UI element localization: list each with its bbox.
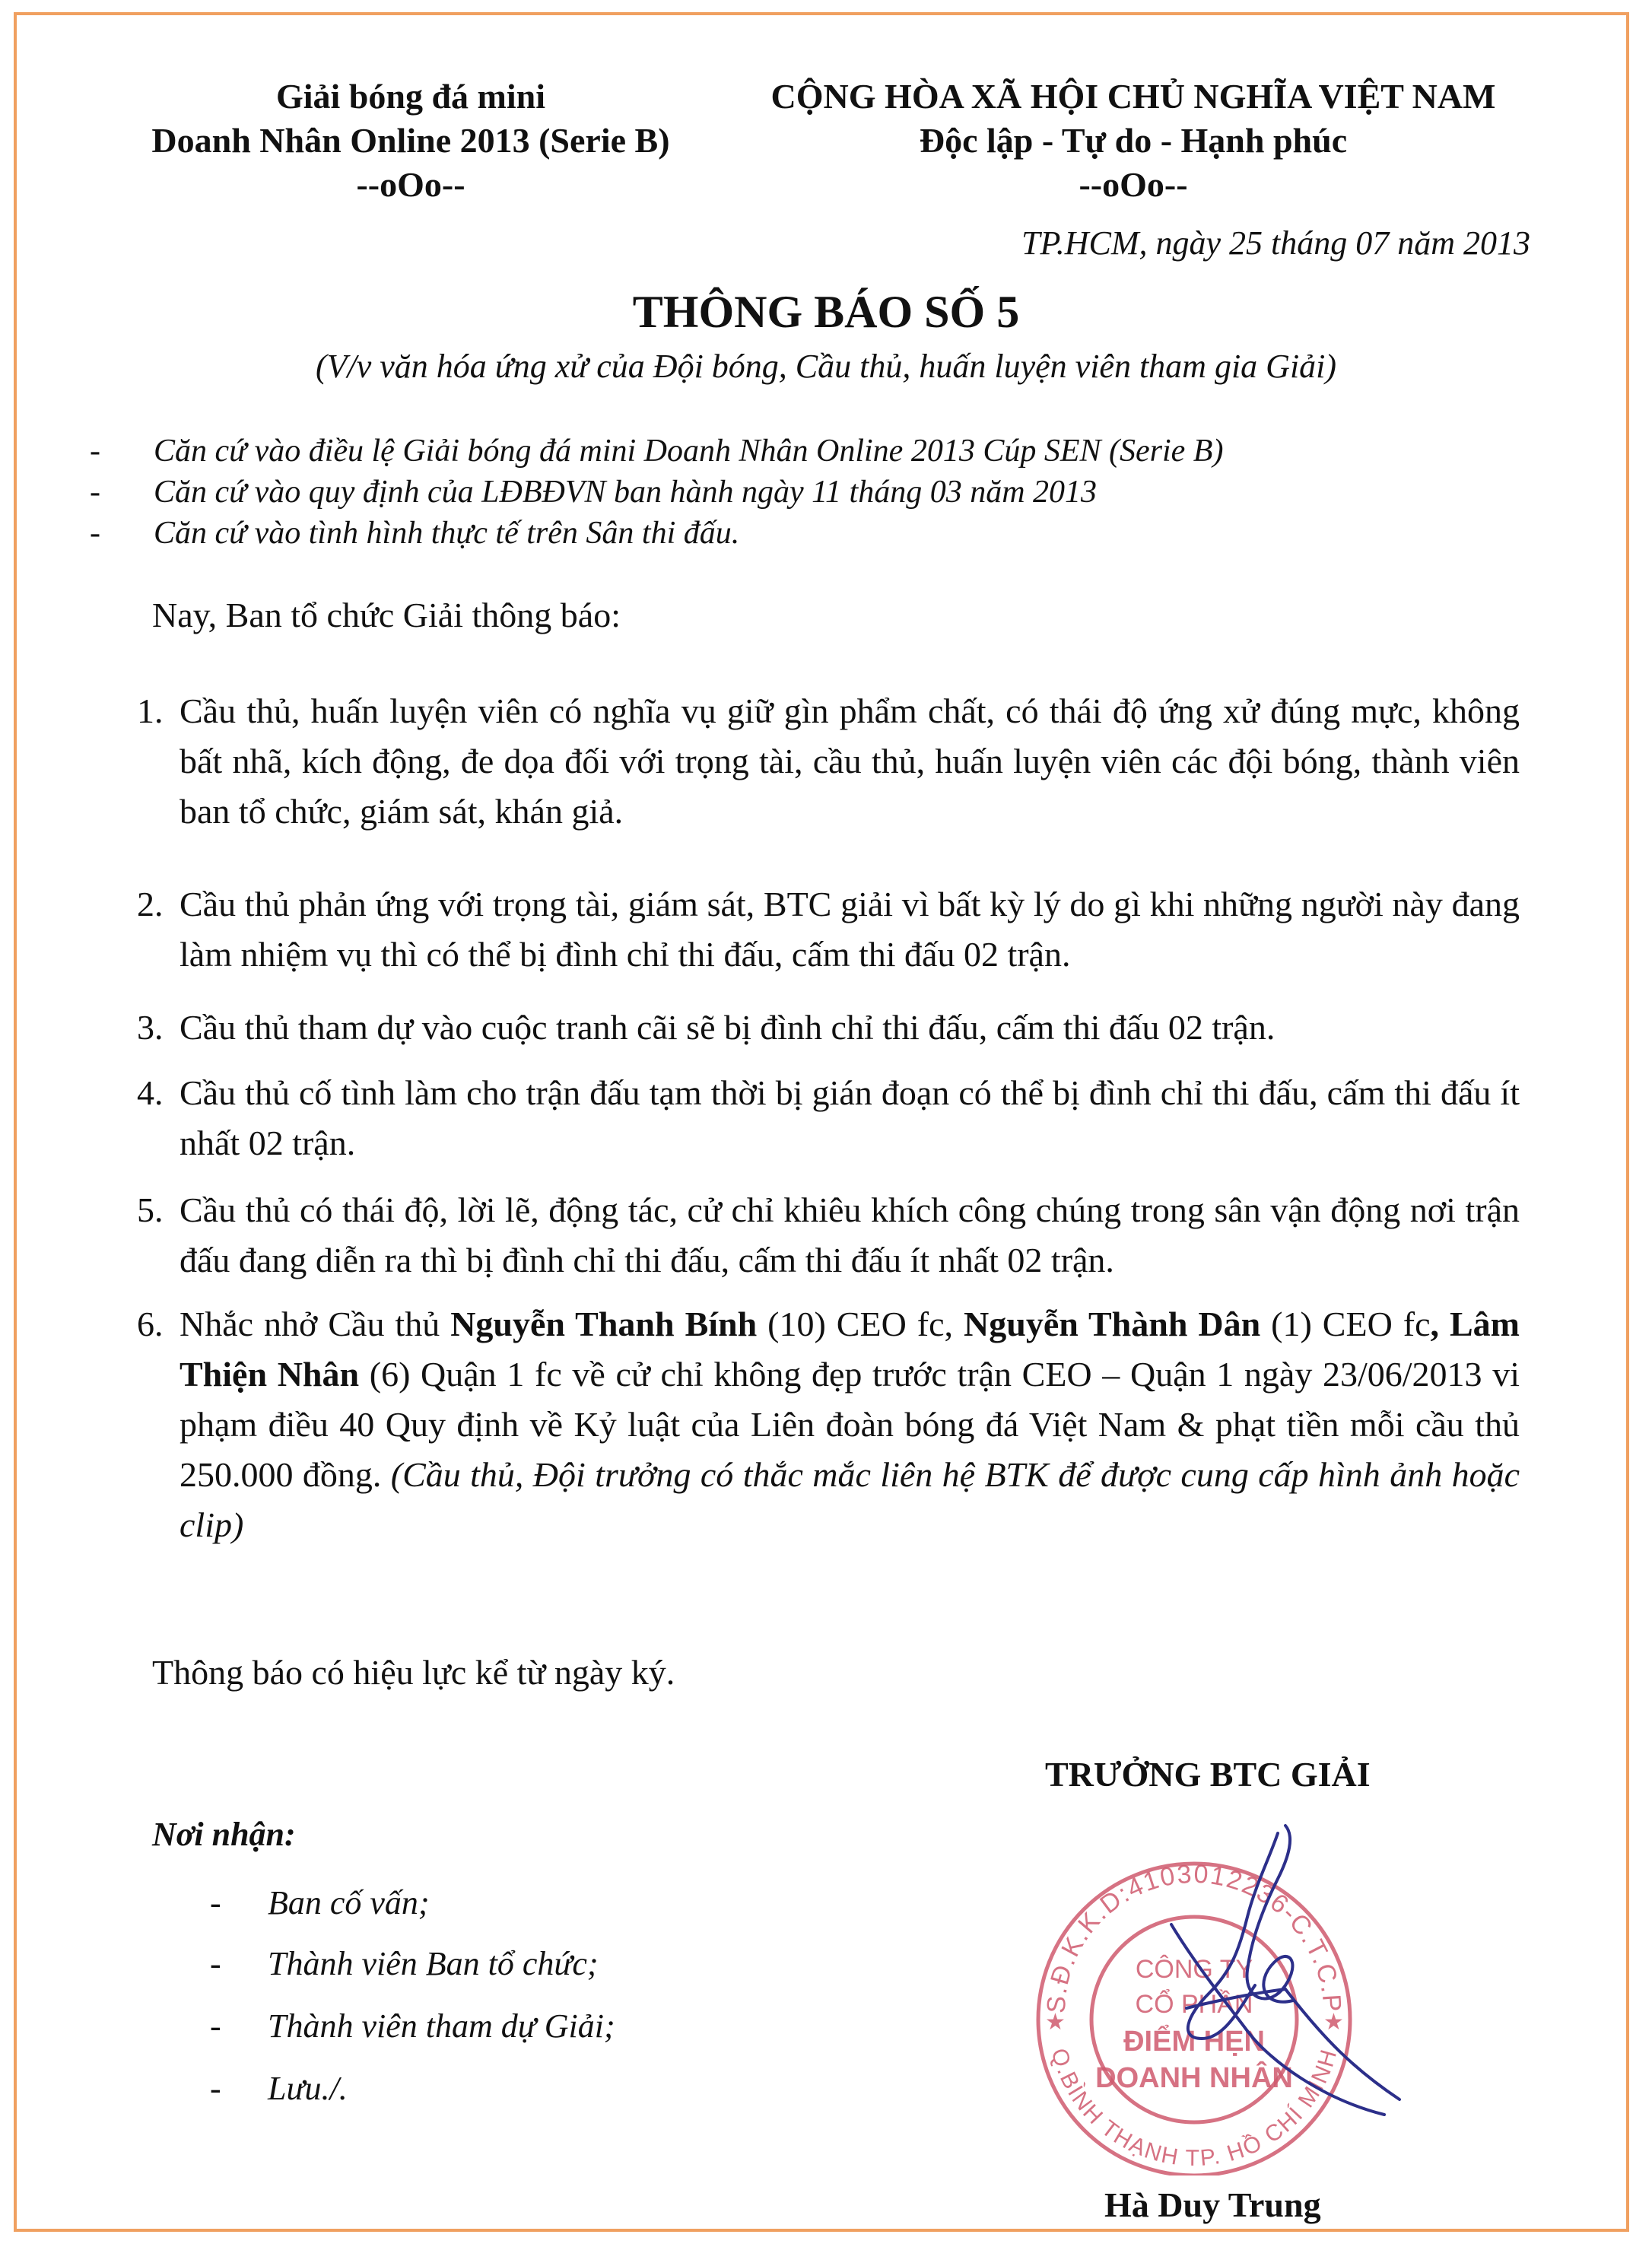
- bullet-dash: -: [210, 1884, 221, 1921]
- notice-item: [137, 686, 1520, 837]
- handwritten-signature: [1095, 1810, 1445, 2145]
- recipient-text: Lưu./.: [268, 2070, 348, 2107]
- stamp-inner-line: CÔNG TY: [1135, 1955, 1253, 1984]
- basis-text: Căn cứ vào điều lệ Giải bóng đá mini Doanh Nhân Online 2013 Cúp SEN (Serie B): [154, 434, 1224, 469]
- stamp-outer-text: S.Đ.K.K.D:4103012236-C.T.C.P: [1041, 1859, 1347, 2014]
- item-text: Nhắc nhở Cầu thủ: [179, 1305, 451, 1343]
- notice-item: [137, 879, 1520, 980]
- recipient-text: Ban cố vấn;: [268, 1884, 430, 1921]
- basis-text: Căn cứ vào quy định của LĐBĐVN ban hành ngày 11 tháng 03 năm 2013: [154, 475, 1098, 510]
- notice-item: [137, 1185, 1520, 1286]
- organizer-line1: Giải bóng đá mini: [275, 77, 546, 116]
- stamp-star-icon: ★: [1045, 2010, 1066, 2035]
- item-text: Cầu thủ có thái độ, lời lẽ, động tác, cử chỉ khiêu khích công chúng trong sân vận động nơi trận đấu đang diễn ra thì bị đình chỉ thi đấu, cấm thi đấu ít nhất 02 trận.: [179, 1190, 1520, 1279]
- player-name: Nguyễn Thanh Bính: [450, 1305, 758, 1343]
- item-text: Cầu thủ tham dự vào cuộc tranh cãi sẽ bị đình chỉ thi đấu, cấm thi đấu 02 trận.: [179, 1008, 1276, 1047]
- item-text: (1) CEO fc: [1260, 1305, 1431, 1343]
- item-number: 2.: [137, 885, 164, 923]
- item-note: (Cầu thủ, Đội trưởng có thắc mắc liên hệ BTK để được cung cấp hình ảnh hoặc clip): [179, 1455, 1520, 1544]
- item-text: Cầu thủ phản ứng với trọng tài, giám sát, BTC giải vì bất kỳ lý do gì khi những người này đang làm nhiệm vụ thì có thể bị đình chỉ thi đấu, cấm thi đấu 02 trận.: [179, 885, 1520, 974]
- item-text: (10) CEO fc,: [757, 1305, 964, 1343]
- bullet-dash: -: [90, 516, 100, 551]
- recipient-text: Thành viên Ban tổ chức;: [268, 1945, 599, 1982]
- national-line2: Độc lập - Tự do - Hạnh phúc: [919, 121, 1348, 160]
- effect-statement: Thông báo có hiệu lực kể từ ngày ký.: [152, 1653, 675, 1692]
- national-line3: --oOo--: [1079, 165, 1188, 204]
- bullet-dash: -: [210, 2070, 221, 2107]
- basis-item: [90, 431, 1223, 472]
- organizer-line3: --oOo--: [356, 165, 465, 204]
- notice-item-6: [137, 1299, 1520, 1550]
- basis-item: [90, 513, 739, 554]
- signer-title: TRƯỞNG BTC GIẢI: [1045, 1755, 1371, 1794]
- organizer-header: [106, 75, 715, 207]
- national-line1: CỘNG HÒA XÃ HỘI CHỦ NGHĨA VIỆT NAM: [770, 77, 1496, 116]
- notice-item: [137, 1003, 1520, 1053]
- player-name: Nguyễn Thành Dân: [964, 1305, 1261, 1343]
- item-number: 3.: [137, 1008, 164, 1047]
- item-number: 4.: [137, 1073, 164, 1112]
- item-number: 6.: [137, 1305, 164, 1343]
- notice-item: [137, 1068, 1520, 1168]
- stamp-inner-line: ĐIỂM HẸN: [1123, 2026, 1265, 2058]
- item-text: (6) Quận 1 fc về cử chỉ không đẹp trước trận CEO – Quận 1 ngày 23/06/2013 vi phạm điều 40 Quy định về Kỷ luật của Liên đoàn bóng đá Việt Nam & phạt tiền mỗi cầu thủ 250.000 đồng.: [179, 1355, 1520, 1494]
- signer-name: Hà Duy Trung: [1104, 2185, 1321, 2224]
- item-text: Cầu thủ, huấn luyện viên có nghĩa vụ giữ gìn phẩm chất, có thái độ ứng xử đúng mực, không bất nhã, kích động, đe dọa đối với trọng tài, cầu thủ, huấn luyện viên các đội bóng, thành viên ban tổ chức, giám sát, khán giả.: [179, 691, 1520, 831]
- item-number: 1.: [137, 691, 164, 730]
- stamp-inner-line: CỔ PHẦN: [1135, 1990, 1253, 2019]
- bullet-dash: -: [90, 475, 100, 510]
- basis-item: [90, 472, 1097, 513]
- stamp-inner-line: DOANH NHÂN: [1095, 2062, 1293, 2094]
- bullet-dash: -: [210, 1945, 221, 1982]
- bullet-dash: -: [90, 434, 100, 469]
- document-title: THÔNG BÁO SỐ 5: [632, 287, 1020, 337]
- national-header: [707, 75, 1559, 207]
- stamp-bottom-text: Q.BÌNH THẠNH TP. HỒ CHÍ MINH: [1046, 2045, 1342, 2172]
- recipient-text: Thành viên tham dự Giải;: [268, 2007, 615, 2045]
- recipients-label: Nơi nhận:: [152, 1816, 296, 1853]
- player-name: , Lâm Thiện Nhân: [179, 1305, 1520, 1394]
- intro-text: Nay, Ban tổ chức Giải thông báo:: [152, 596, 621, 634]
- organizer-line2: Doanh Nhân Online 2013 (Serie B): [151, 121, 670, 160]
- item-number: 5.: [137, 1190, 164, 1229]
- basis-text: Căn cứ vào tình hình thực tế trên Sân thi đấu.: [154, 516, 740, 551]
- item-text: Cầu thủ cố tình làm cho trận đấu tạm thời bị gián đoạn có thể bị đình chỉ thi đấu, cấm thi đấu ít nhất 02 trận.: [179, 1073, 1520, 1162]
- document-date: TP.HCM, ngày 25 tháng 07 năm 2013: [1021, 224, 1530, 262]
- stamp-star-icon: ★: [1323, 2010, 1344, 2035]
- bullet-dash: -: [210, 2007, 221, 2045]
- document-subtitle: (V/v văn hóa ứng xử của Đội bóng, Cầu thủ, huấn luyện viên tham gia Giải): [315, 348, 1337, 385]
